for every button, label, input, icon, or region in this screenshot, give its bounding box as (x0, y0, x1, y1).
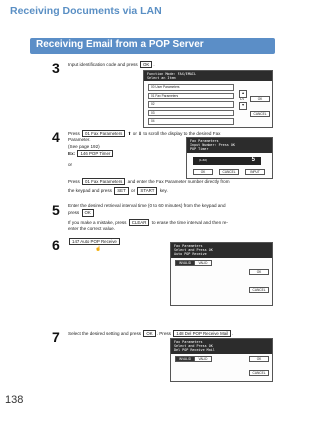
lcd-header: Function Mode: FAX/EMAIL Select an Item (144, 71, 272, 81)
step-number: 7 (52, 329, 60, 345)
step-5-text: Enter the desired retrieval interval time (0 to 60 minutes) from the keypad and press OK If you make a mistake, press CLEAR to erase the time interval and then re- enter the correct value. (68, 203, 229, 232)
start-key: START (137, 187, 157, 194)
scroll-up-icon[interactable]: ▲ (239, 90, 247, 98)
lcd-header: Fax Parameters Input Number: Press OK POP Timer (187, 138, 272, 153)
ok-key: OK (140, 61, 152, 68)
page-number: 138 (5, 394, 24, 406)
step-3-instruction: Input identification code and press (68, 62, 138, 67)
lcd-header: Fax Parameters Select and Press OK Del POP Receive Mail (171, 339, 272, 354)
ok-button[interactable]: OK (249, 269, 269, 275)
or-label: or (68, 162, 73, 167)
section-title: Receiving Documents via LAN (10, 5, 162, 17)
step-6-text (68, 238, 121, 245)
step-3-text: Input identification code and press OK . (68, 62, 155, 67)
step-number: 4 (52, 129, 60, 145)
tap-hand-icon: ☝ (95, 246, 102, 252)
pop-timer-key: 146 POP Timer (77, 150, 113, 157)
clear-key: CLEAR (129, 219, 150, 226)
lcd-header: Fax Parameters Select and Press OK Auto POP Receive (171, 243, 272, 258)
list-item[interactable]: 03 (148, 110, 234, 117)
value-field[interactable]: (1-60) 5 (193, 157, 261, 165)
page-indicator: 1/1 (239, 97, 245, 101)
step-4-text: Press 01 Fax Parameters ⬆ or ⬇ to scroll the display to the desired Fax Parameter. (See page 192) Ex: 146 POP Timer (68, 131, 221, 156)
step-number: 3 (52, 60, 60, 76)
step-number: 6 (52, 237, 60, 253)
valid-option[interactable]: VALID (194, 260, 212, 266)
list-item[interactable]: 02 (148, 101, 234, 108)
cancel-button[interactable]: CANCEL (219, 169, 239, 175)
lcd-screen-step-4 (186, 137, 273, 179)
list-item[interactable]: 04 (148, 118, 234, 125)
item-list (148, 84, 234, 125)
fax-parameters-key: 01 Fax Parameters (82, 130, 125, 137)
cancel-button[interactable]: CANCEL (250, 111, 270, 117)
set-key: SET (114, 187, 129, 194)
cancel-button[interactable]: CANCEL (249, 370, 269, 376)
valid-option[interactable]: VALID (194, 356, 212, 362)
fax-parameters-key: 01 Fax Parameters (82, 178, 125, 185)
ok-button[interactable]: OK (193, 169, 213, 175)
ok-key: OK (82, 209, 94, 216)
banner-title: Receiving Email from a POP Server (36, 39, 204, 50)
list-item[interactable]: 00 User Parameters (148, 84, 234, 91)
ok-key: OK (143, 330, 155, 337)
step-number: 5 (52, 202, 60, 218)
ok-button[interactable]: OK (249, 356, 269, 362)
del-pop-receive-mail-key: 148 Del POP Receive Mail (173, 330, 231, 337)
list-item[interactable]: 01 Fax Parameters (148, 93, 234, 100)
scroll-down-icon[interactable]: ▼ (239, 102, 247, 110)
banner (30, 38, 275, 54)
down-arrow-icon: ⬇ (138, 131, 143, 136)
cancel-button[interactable]: CANCEL (249, 287, 269, 293)
step-4-text-b: Press 01 Fax Parameters and enter the Fax Parameter number directly from the keypad and press SET or START key. (68, 179, 230, 194)
invalid-option[interactable]: INVALID (175, 356, 195, 362)
ok-button[interactable]: OK (250, 96, 270, 102)
input-button[interactable]: INPUT (245, 169, 265, 175)
lcd-screen-step-7 (170, 338, 273, 382)
invalid-option[interactable]: INVALID (175, 260, 195, 266)
up-arrow-icon: ⬆ (127, 131, 132, 136)
lcd-screen-step-3 (143, 70, 273, 128)
lcd-screen-step-6 (170, 242, 273, 306)
auto-pop-receive-key: 147 Auto POP Receive (69, 238, 120, 245)
step-7-text: Select the desired setting and press OK . Press 148 Del POP Receive Mail . (68, 331, 234, 336)
